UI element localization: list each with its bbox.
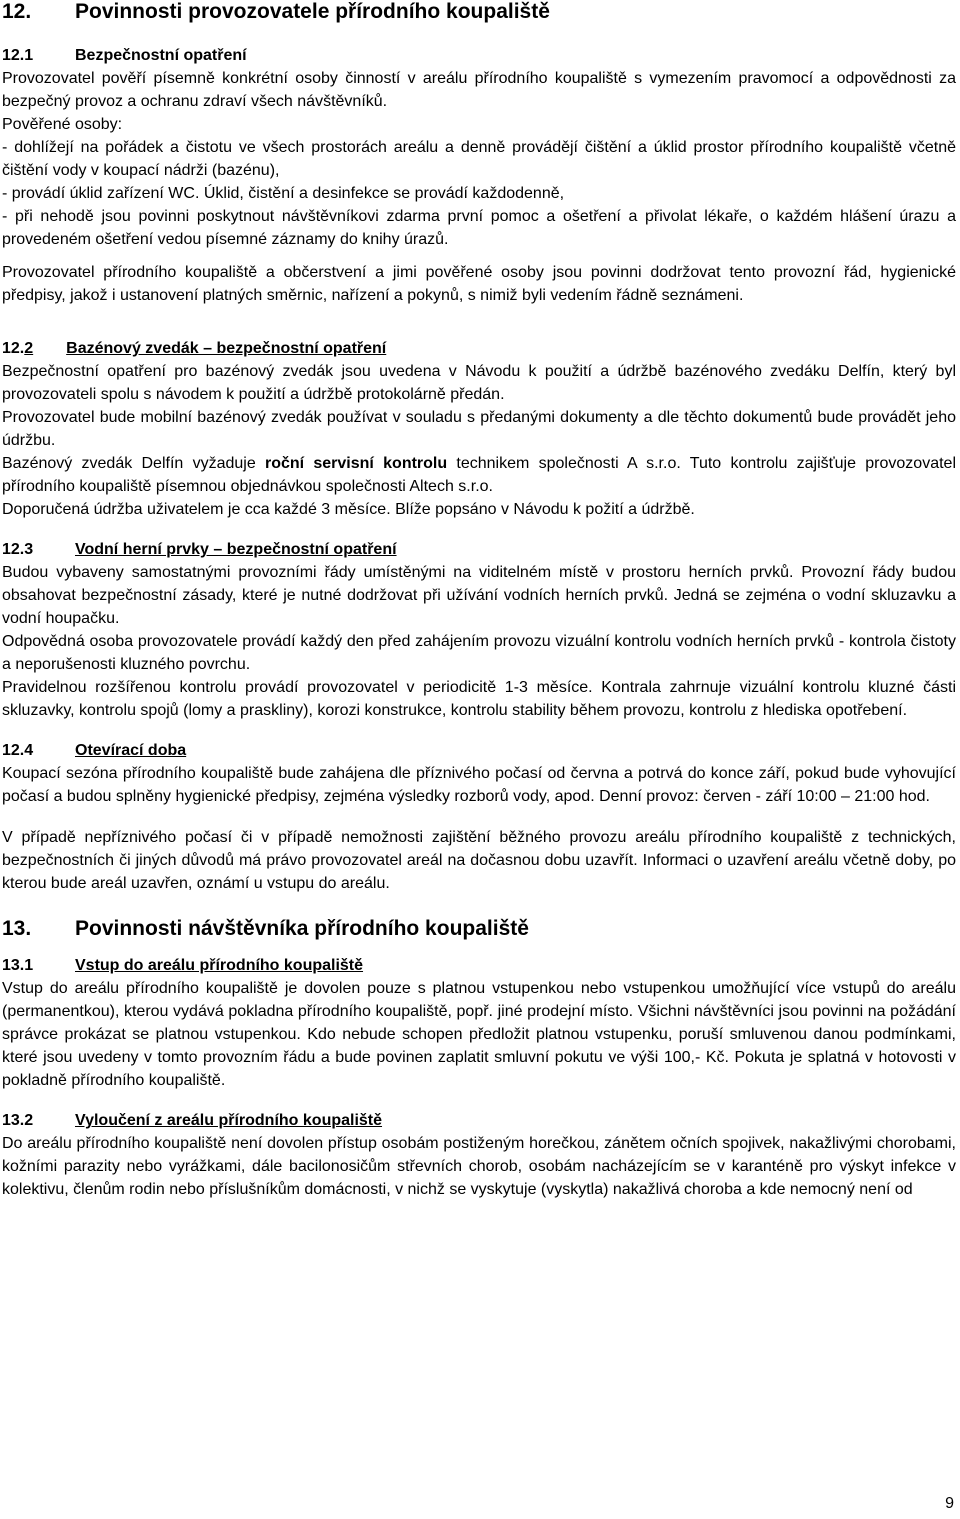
- subsection-title: Vodní herní prvky – bezpečnostní opatření: [75, 541, 397, 558]
- subsection-12-1-heading: [2, 45, 956, 67]
- paragraph-text: Bazénový zvedák Delfín vyžaduje: [2, 455, 265, 472]
- paragraph: Provozovatel bude mobilní bazénový zvedák používat v souladu s předanými dokumenty a dle těchto dokumentů bude provádět jeho údržbu.: [2, 409, 956, 449]
- subsection-number: 12.1: [2, 47, 34, 64]
- subsection-13-1-heading: [2, 955, 956, 977]
- section-13-heading: [2, 917, 956, 941]
- paragraph: Provozovatel pověří písemně konkrétní osoby činností v areálu přírodního koupaliště s vymezením pravomocí a odpovědnosti za bezpečný provoz a ochranu zdraví všech návštěvníků.: [2, 70, 956, 110]
- subsection-number: 13.2: [2, 1112, 34, 1129]
- subsection-13-2-heading: [2, 1110, 956, 1132]
- subsection-12-3-heading: [2, 539, 956, 561]
- paragraph: Do areálu přírodního koupaliště není dovolen přístup osobám postiženým horečkou, zánětem očních spojivek, nakažlivými chorobami, kožními parazity nebo vyrážkami, dále bacilonosičům střevních chorob, osobám nacházejícím se v karanténě pro výskyt infekce v kolektivu, členům rodin nebo příslušníkům domácnosti, v nichž se vyskytuje (vyskytla) nakažlivá choroba a kde nemocný není od: [2, 1135, 956, 1198]
- paragraph: Bezpečnostní opatření pro bazénový zvedák jsou uvedena v Návodu k použití a údržbě bazénového zvedáku Delfín, který byl provozovateli spolu s návodem k použití a údržbě protokolárně předán.: [2, 363, 956, 403]
- paragraph: V případě nepříznivého počasí či v případě nemožnosti zajištění běžného provozu areálu přírodního koupaliště z technických, bezpečnostních či jiných důvodů má právo provozovatel areál na dočasnou dobu uzavřít. Informaci o uzavření areálu včetně doby, po kterou bude areál uzavřen, oznámí u vstupu do areálu.: [2, 829, 956, 892]
- subsection-number: 13.1: [2, 957, 34, 974]
- section-title: Povinnosti návštěvníka přírodního koupaliště: [75, 917, 529, 940]
- paragraph: [2, 452, 956, 498]
- subsection-number-underlined: 2: [24, 340, 34, 357]
- paragraph: Koupací sezóna přírodního koupaliště bude zahájena dle příznivého počasí od června a potrvá do konce září, pokud bude vyhovující počasí a budou splněny hygienické předpisy, zejména výsledky rozborů vody, apod. Denní provoz: červen - září 10:00 – 21:00 hod.: [2, 765, 956, 805]
- subsection-12-2-heading: [2, 338, 956, 360]
- paragraph: - dohlížejí na pořádek a čistotu ve všech prostorách areálu a denně provádějí čištění a úklid prostor přírodního koupaliště včetně čištění vody v koupací nádrži (bazénu),: [2, 139, 956, 179]
- section-number: 13.: [2, 917, 32, 940]
- section-number: 12.: [2, 0, 32, 23]
- paragraph: Provozovatel přírodního koupaliště a občerstvení a jimi pověřené osoby jsou povinni dodržovat tento provozní řád, hygienické předpisy, jakož i ustanovení platných směrnic, nařízení a pokynů, s nimiž byli vedením řádně seznámeni.: [2, 264, 956, 304]
- subsection-title: Vyloučení z areálu přírodního koupaliště: [75, 1112, 383, 1129]
- document-page: [2, 0, 956, 1201]
- paragraph: Odpovědná osoba provozovatele provádí každý den před zahájením provozu vizuální kontrolu vodních herních prvků - kontrola čistoty a neporušenosti kluzného povrchu.: [2, 633, 956, 673]
- subsection-12-4-heading: [2, 740, 956, 762]
- emphasized-text: roční servisní kontrolu: [265, 455, 448, 472]
- subsection-title: Otevírací doba: [75, 742, 187, 759]
- section-title: Povinnosti provozovatele přírodního koupaliště: [75, 0, 550, 23]
- page-number: 9: [945, 1495, 954, 1512]
- paragraph: - při nehodě jsou povinni poskytnout návštěvníkovi zdarma první pomoc a ošetření a přivolat lékaře, o každém hlášení úrazu a provedeném ošetření vedou písemné záznamy do knihy úrazů.: [2, 208, 956, 248]
- paragraph: Pověřené osoby:: [2, 116, 123, 133]
- paragraph-text: technikem společnosti A s.r.o. Tuto kontrolu zajišťuje provozovatel přírodního koupaliště písemnou objednávkou společnosti Altech s.r.o.: [2, 455, 957, 495]
- paragraph: Budou vybaveny samostatnými provozními řády umístěnými na viditelném místě v prostoru herních prvků. Provozní řády budou obsahovat bezpečnostní zásady, které je nutné dodržovat při užívání vodních herních prvků. Jedná se zejména o vodní skluzavku a vodní houpačku.: [2, 564, 956, 627]
- paragraph: Doporučená údržba uživatelem je cca každé 3 měsíce. Blíže popsáno v Návodu k požití a údržbě.: [2, 501, 695, 518]
- subsection-title: Vstup do areálu přírodního koupaliště: [75, 957, 364, 974]
- subsection-number: 12.4: [2, 742, 34, 759]
- paragraph: Vstup do areálu přírodního koupaliště je dovolen pouze s platnou vstupenkou nebo vstupenkou umožňující více vstupů do areálu (permanentkou), kterou vydává pokladna přírodního koupaliště, popř. jiné prodejní místo. Všichni návštěvníci jsou povinni na požádání správce prokázat se platnou vstupenkou. Kdo nebude schopen předložit platnou vstupenku, poruší smluvenou danou podmínkami, které jsou uvedeny v tomto provozním řádu a bude povinen zaplatit smluvní pokutu ve výši 100,- Kč. Pokuta je splatná v hotovosti v pokladně přírodního koupaliště.: [2, 980, 956, 1089]
- subsection-number: 12.3: [2, 541, 34, 558]
- paragraph: Pravidelnou rozšířenou kontrolu provádí provozovatel v periodicitě 1-3 měsíce. Kontrala zahrnuje vizuální kontrolu kluzné části skluzavky, kontrolu spojů (lomy a praskliny), korozi konstrukce, kontrolu stability během provozu, kontrolu z hlediska opotřebení.: [2, 679, 956, 719]
- subsection-title: Bazénový zvedák – bezpečnostní opatření: [66, 340, 387, 357]
- paragraph: - provádí úklid zařízení WC. Úklid, čistění a desinfekce se provádí každodenně,: [2, 185, 565, 202]
- subsection-number: 12.: [2, 340, 25, 357]
- subsection-title: Bezpečnostní opatření: [75, 47, 247, 64]
- section-12-heading: [2, 0, 956, 24]
